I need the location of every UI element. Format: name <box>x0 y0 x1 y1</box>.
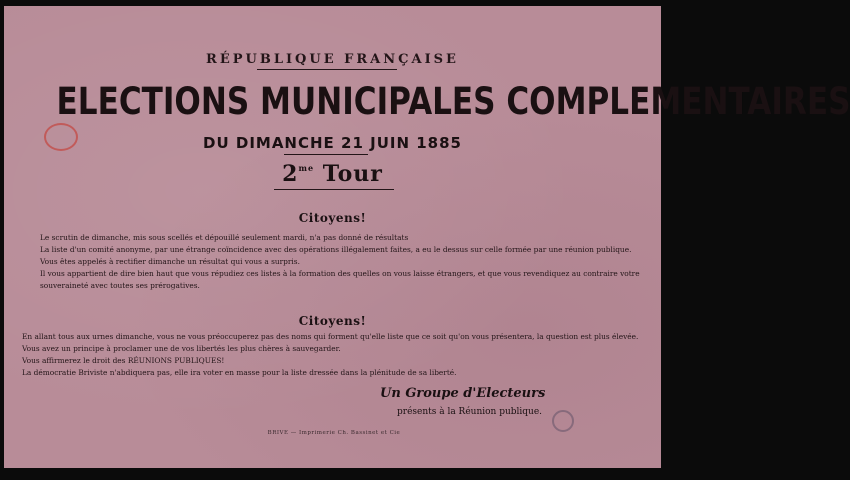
paragraph-line: Le scrutin de dimanche, mis sous scellés et dépouillé seulement mardi, n'a pas donné de résultats <box>40 233 409 242</box>
paragraph-line: Vous affirmerez le droit des RÉUNIONS PUBLIQUES! <box>22 356 225 365</box>
divider-rule <box>257 69 397 70</box>
paragraph-line: Vous avez un principe à proclamer une de vos libertés les plus chères à sauvegarder. <box>22 344 341 353</box>
divider-rule <box>284 154 368 155</box>
round-number: 2 <box>282 161 299 187</box>
section-heading-1: Citoyens! <box>298 211 367 225</box>
paragraph-line: Il vous appartient de dire bien haut que vous répudiez ces listes à la formation des quelles on vous laisse étrangers, et que vous revendiquez au contraire votre souveraineté avec toutes ses prérogatives. <box>40 269 640 290</box>
round-word: Tour <box>322 161 383 187</box>
section-body-2 <box>22 331 644 379</box>
poster-sheet <box>4 6 850 468</box>
round-label <box>4 161 661 187</box>
paragraph-line: La liste d'un comité anonyme, par une étrange coïncidence avec des opérations illégalement faites, a eu le dessus sur celle formée par une réunion publique. <box>40 245 632 254</box>
election-date: DU DIMANCHE 21 JUIN 1885 <box>203 134 462 152</box>
poster-title: ELECTIONS MUNICIPALES COMPLEMENTAIRES <box>56 80 850 123</box>
printer-imprint: BRIVE — Imprimerie Ch. Bassinet et Cie <box>267 430 401 436</box>
signature-subtitle: présents à la Réunion publique. <box>397 407 543 417</box>
divider-rule <box>274 189 394 190</box>
paragraph-line: En allant tous aux urnes dimanche, vous ne vous préoccuperez pas des noms qui forment qu'elle liste que ce soit qu'on vous présentera, la question est plus élevée. <box>22 332 639 341</box>
republic-heading: RÉPUBLIQUE FRANÇAISE <box>206 52 459 67</box>
paragraph-line: La démocratie Briviste n'abdiquera pas, elle ira voter en masse pour la liste dressée dans la plénitude de sa liberté. <box>22 368 457 377</box>
round-suffix: me <box>298 163 315 173</box>
section-heading-2: Citoyens! <box>298 314 367 328</box>
signature-group: Un Groupe d'Electeurs <box>380 386 546 401</box>
section-body-1 <box>22 232 644 292</box>
paragraph-line: Vous êtes appelés à rectifier dimanche un résultat qui vous a surpris. <box>40 257 300 266</box>
